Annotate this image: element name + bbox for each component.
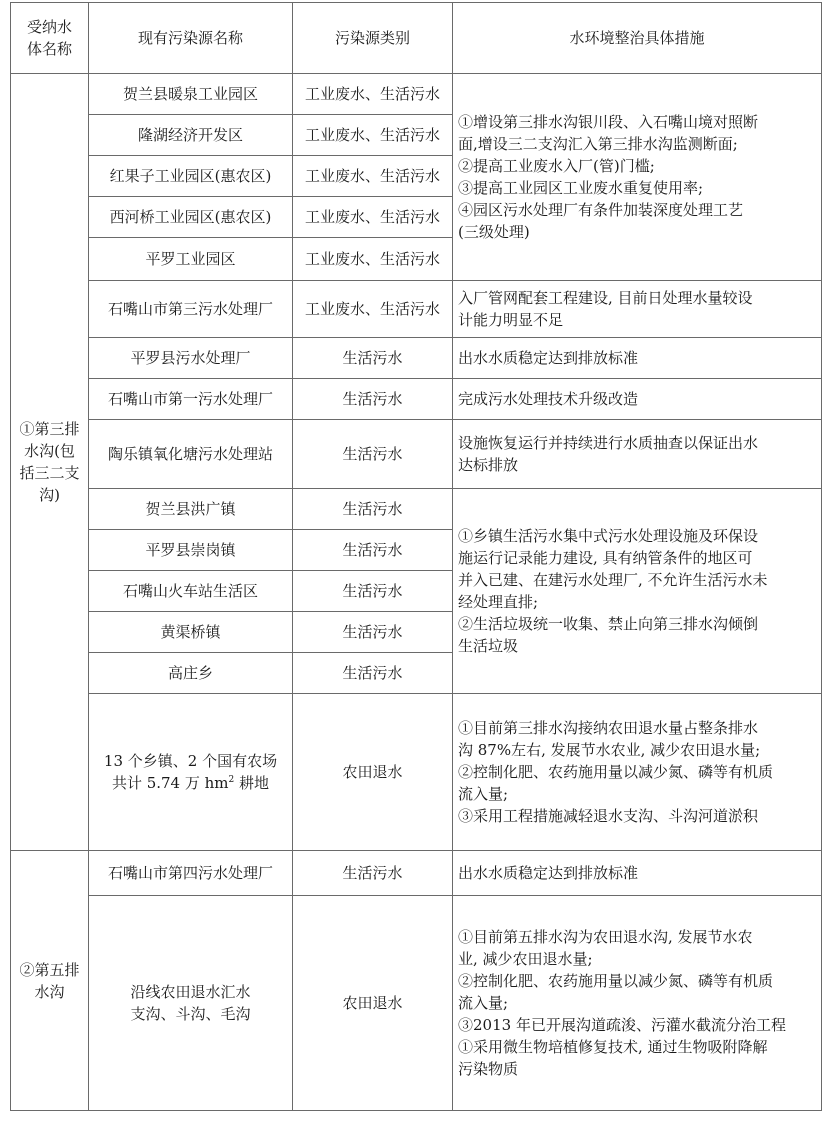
source-name-cell: 黄渠桥镇 bbox=[89, 612, 293, 653]
table-row bbox=[11, 896, 822, 1111]
source-type-cell: 生活污水 bbox=[293, 653, 453, 694]
source-type-cell: 工业废水、生活污水 bbox=[293, 115, 453, 156]
source-type-cell: 农田退水 bbox=[293, 896, 453, 1111]
measures-cell: ①乡镇生活污水集中式污水处理设施及环保设 施运行记录能力建设, 具有纳管条件的地区可 并入已建、在建污水处理厂, 不允许生活污水未 经处理直排; ②生活垃圾统一收集、禁止向第三排水沟倾倒 生活垃圾 bbox=[453, 489, 822, 694]
source-name-cell: 贺兰县暖泉工业园区 bbox=[89, 74, 293, 115]
water-body-cell: ②第五排 水沟 bbox=[11, 851, 89, 1111]
source-type-cell: 工业废水、生活污水 bbox=[293, 156, 453, 197]
header-row bbox=[11, 3, 822, 74]
table-row bbox=[11, 489, 822, 530]
table-row bbox=[11, 338, 822, 379]
measures-cell: 入厂管网配套工程建设, 目前日处理水量较设 计能力明显不足 bbox=[453, 281, 822, 338]
source-name-cell: 西河桥工业园区(惠农区) bbox=[89, 197, 293, 238]
source-name-cell: 陶乐镇氧化塘污水处理站 bbox=[89, 420, 293, 489]
source-name-cell: 红果子工业园区(惠农区) bbox=[89, 156, 293, 197]
water-body-cell: ①第三排 水沟(包 括三二支 沟) bbox=[11, 74, 89, 851]
table-row bbox=[11, 851, 822, 896]
source-name-cell: 平罗县污水处理厂 bbox=[89, 338, 293, 379]
source-name-cell: 贺兰县洪广镇 bbox=[89, 489, 293, 530]
source-type-cell: 农田退水 bbox=[293, 694, 453, 851]
source-name-cell: 隆湖经济开发区 bbox=[89, 115, 293, 156]
table-row bbox=[11, 694, 822, 851]
source-name-cell: 高庄乡 bbox=[89, 653, 293, 694]
source-name-cell: 平罗县崇岗镇 bbox=[89, 530, 293, 571]
header-source-name: 现有污染源名称 bbox=[89, 3, 293, 74]
source-type-cell: 生活污水 bbox=[293, 851, 453, 896]
header-source-type: 污染源类别 bbox=[293, 3, 453, 74]
source-name-cell: 沿线农田退水汇水 支沟、斗沟、毛沟 bbox=[89, 896, 293, 1111]
source-name-cell: 13 个乡镇、2 个国有农场 共计 5.74 万 $hm^2$ 耕地 bbox=[89, 694, 293, 851]
measures-cell: ①目前第三排水沟接纳农田退水量占整条排水 沟 87%左右, 发展节水农业, 减少农田退水量; ②控制化肥、农药施用量以减少氮、磷等有机质 流入量; ③采用工程措施减轻退水支沟、斗沟河道淤积 bbox=[453, 694, 822, 851]
source-type-cell: 工业废水、生活污水 bbox=[293, 238, 453, 281]
source-name-cell: 石嘴山市第三污水处理厂 bbox=[89, 281, 293, 338]
source-type-cell: 工业废水、生活污水 bbox=[293, 197, 453, 238]
source-type-cell: 工业废水、生活污水 bbox=[293, 281, 453, 338]
source-name-cell: 石嘴山市第四污水处理厂 bbox=[89, 851, 293, 896]
table-row bbox=[11, 420, 822, 489]
measures-cell: ①目前第五排水沟为农田退水沟, 发展节水农 业, 减少农田退水量; ②控制化肥、农药施用量以减少氮、磷等有机质 流入量; ③2013 年已开展沟道疏浚、污灌水截流分治工程 ①采用微生物培植修复技术, 通过生物吸附降解 污染物质 bbox=[453, 896, 822, 1111]
source-type-cell: 生活污水 bbox=[293, 612, 453, 653]
measures-cell: 出水水质稳定达到排放标准 bbox=[453, 338, 822, 379]
source-type-cell: 生活污水 bbox=[293, 530, 453, 571]
measures-cell: 设施恢复运行并持续进行水质抽查以保证出水 达标排放 bbox=[453, 420, 822, 489]
source-type-cell: 生活污水 bbox=[293, 489, 453, 530]
source-name-cell: 石嘴山市第一污水处理厂 bbox=[89, 379, 293, 420]
source-name-cell: 平罗工业园区 bbox=[89, 238, 293, 281]
source-name-cell: 石嘴山火车站生活区 bbox=[89, 571, 293, 612]
measures-cell: ①增设第三排水沟银川段、入石嘴山境对照断 面,增设三二支沟汇入第三排水沟监测断面; ②提高工业废水入厂(管)门槛; ③提高工业园区工业废水重复使用率; ④园区污水处理厂有条件加装深度处理工艺 (三级处理) bbox=[453, 74, 822, 281]
measures-cell: 出水水质稳定达到排放标准 bbox=[453, 851, 822, 896]
table-row bbox=[11, 281, 822, 338]
source-type-cell: 工业废水、生活污水 bbox=[293, 74, 453, 115]
source-type-cell: 生活污水 bbox=[293, 338, 453, 379]
measures-cell: 完成污水处理技术升级改造 bbox=[453, 379, 822, 420]
table-row bbox=[11, 74, 822, 115]
source-type-cell: 生活污水 bbox=[293, 420, 453, 489]
table-row bbox=[11, 379, 822, 420]
header-measures: 水环境整治具体措施 bbox=[453, 3, 822, 74]
source-type-cell: 生活污水 bbox=[293, 379, 453, 420]
header-water-body: 受纳水 体名称 bbox=[11, 3, 89, 74]
source-type-cell: 生活污水 bbox=[293, 571, 453, 612]
pollution-remediation-table bbox=[10, 2, 822, 1111]
